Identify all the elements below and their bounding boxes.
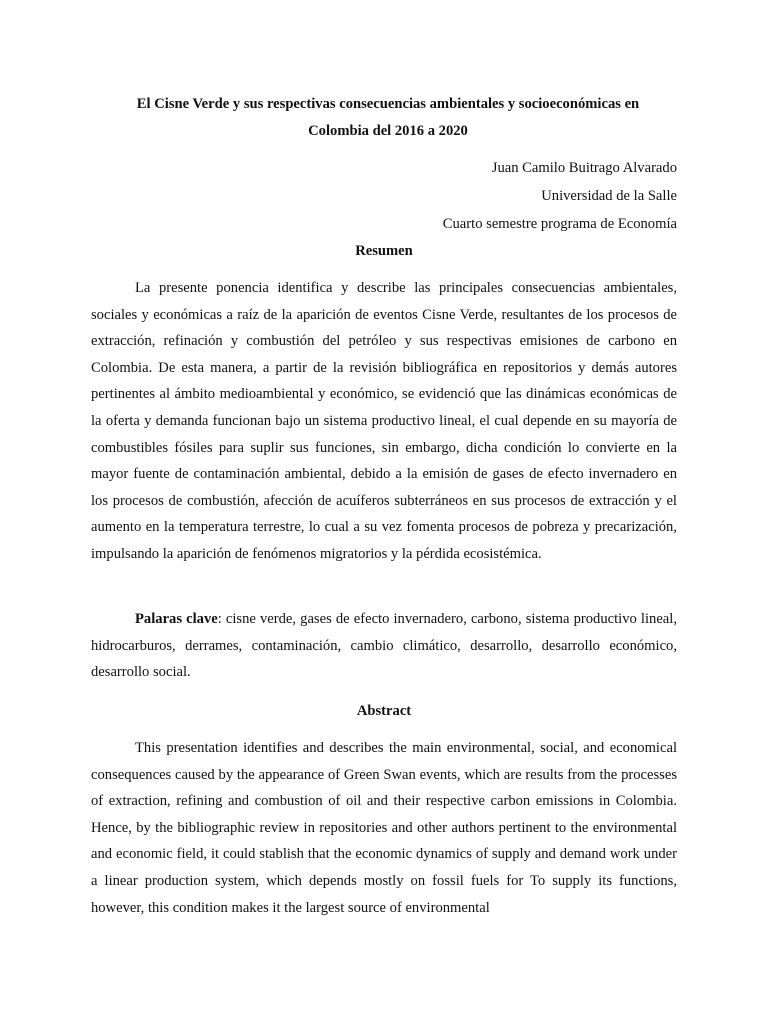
abstract-heading: Abstract — [356, 703, 412, 719]
title-line-2: Colombia del 2016 a 2020 — [308, 123, 468, 139]
resumen-section — [91, 275, 677, 568]
author-program: Cuarto semestre programa de Economía — [442, 216, 677, 232]
keywords-section — [91, 606, 677, 686]
document-title — [91, 91, 681, 145]
author-block — [91, 154, 677, 238]
keywords-text: : cisne verde, gases de efecto invernadero, carbono, sistema productivo lineal, hidrocarburos, derrames, contaminación, cambio climático, desarrollo, desarrollo económico, desarrollo social. — [91, 611, 677, 681]
keywords-paragraph — [91, 606, 677, 686]
author-name: Juan Camilo Buitrago Alvarado — [491, 160, 677, 176]
keywords-label: Palaras clave — [135, 611, 218, 627]
abstract-paragraph: This presentation identifies and describes the main environmental, social, and economical consequences caused by the appearance of Green Swan events, which are results from the processes of extraction, refining and combustion of oil and their respective carbon emissions in Colombia. Hence, by the bibliographic review in repositories and other authors pertinent to the environmental and economic field, it could stablish that the economic dynamics of supply and demand work under a linear production system, which depends mostly on fossil fuels for To supply its functions, however, this condition makes it the largest source of environmental — [91, 740, 677, 916]
resumen-paragraph: La presente ponencia identifica y describe las principales consecuencias ambientales, sociales y económicas a raíz de la aparición de eventos Cisne Verde, resultantes de los procesos de extracción, refinación y combustión del petróleo y sus respectivas emisiones de carbono en Colombia. De esta manera, a partir de la revisión bibliográfica en repositorios y demás autores pertinentes al ámbito medioambiental y económico, se evidenció que las dinámicas económicas de la oferta y demanda funcionan bajo un sistema productivo lineal, el cual depende en su mayoría de combustibles fósiles para suplir sus funciones, sin embargo, dicha condición lo convierte en la mayor fuente de contaminación ambiental, debido a la emisión de gases de efecto invernadero en los procesos de combustión, afección de acuíferos subterráneos en sus procesos de extracción y el aumento en la temperatura terrestre, lo cual a su vez fomenta procesos de pobreza y precarización, impulsando la aparición de fenómenos migratorios y la pérdida ecosistémica. — [91, 280, 677, 562]
resumen-heading: Resumen — [355, 243, 413, 259]
abstract-section — [91, 735, 677, 921]
author-institution: Universidad de la Salle — [541, 188, 677, 204]
title-line-1: El Cisne Verde y sus respectivas consecuencias ambientales y socioeconómicas en — [136, 96, 640, 112]
